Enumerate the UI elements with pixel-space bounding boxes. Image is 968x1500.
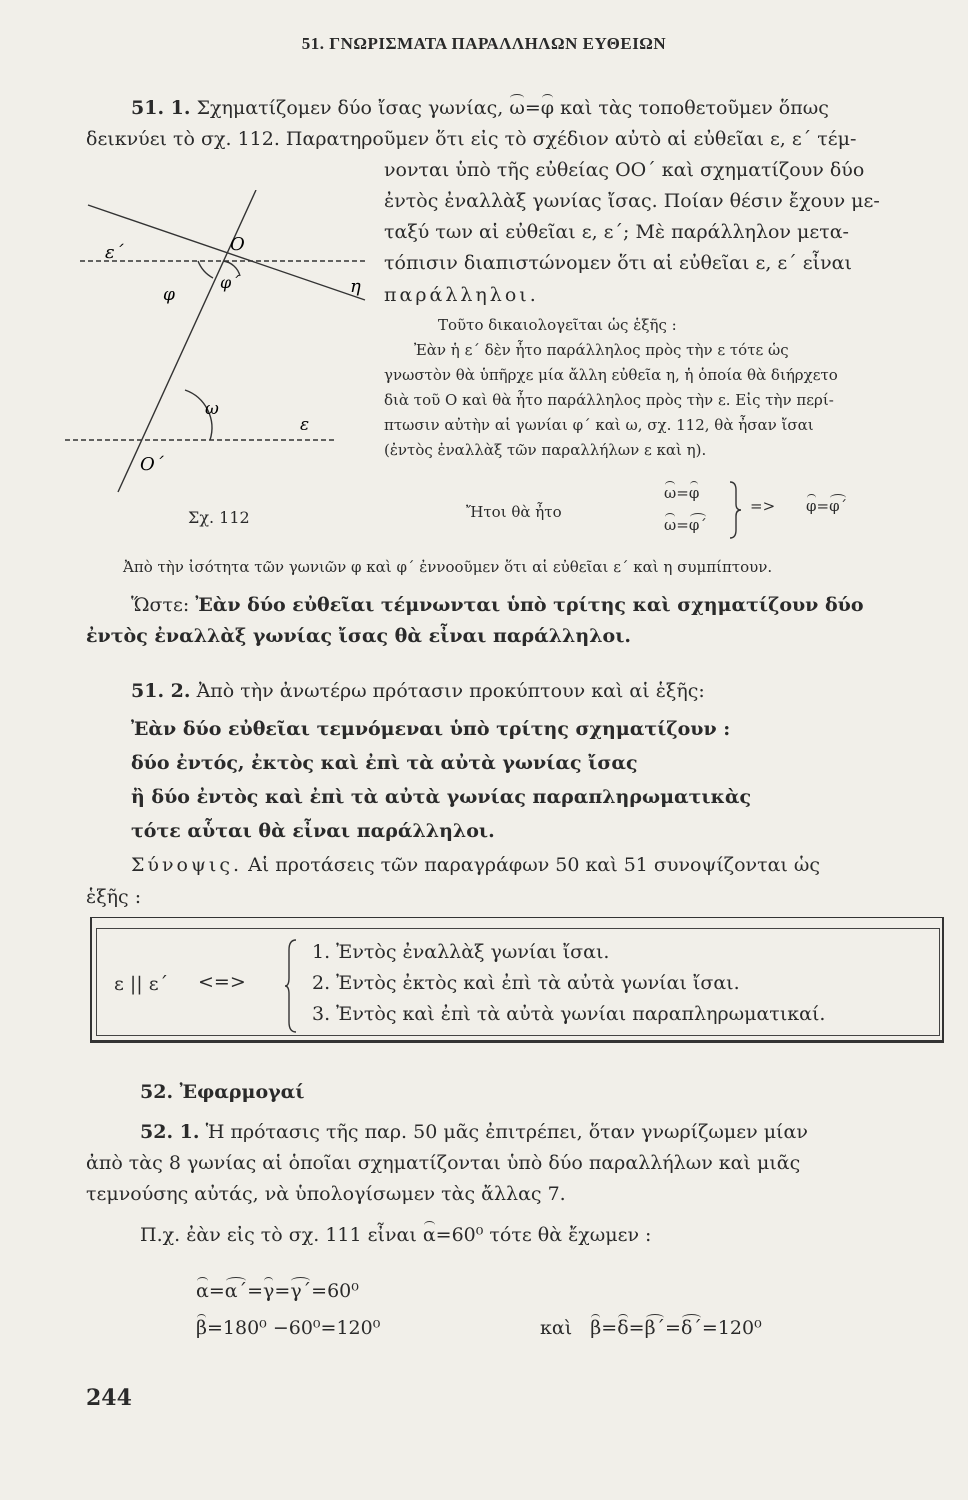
conclusion-line1 (131, 594, 864, 617)
summary-item-2: 2. Ἐντὸς ἐκτὸς καὶ ἐπὶ τὰ αὐτὰ γωνίαι ἴσαι. (312, 972, 740, 994)
s51-2-number: 51. 2. (131, 680, 191, 702)
synopsis-word: Σύνοψις. (131, 854, 243, 876)
eq-kai: καὶ (540, 1317, 573, 1339)
s51-1-line2: δεικνύει τὸ σχ. 112. Παρατηροῦμεν ὅτι εἰς τὸ σχέδιον αὐτὸ αἱ εὐθεῖαι ε, ε΄ τέμ- (86, 128, 857, 150)
proof-line2: Ἐὰν ἡ ε΄ δὲν ἦτο παράλληλος πρὸς τὴν ε τότε ὡς (414, 341, 789, 359)
angle-phi: φ (540, 97, 555, 119)
conclusion-line2: ἐντὸς ἐναλλὰξ γωνίας ἴσας θὰ εἶναι παράλληλοι. (86, 625, 631, 647)
result-left: φ (806, 497, 817, 515)
s51-1-number: 51. 1. (131, 97, 191, 119)
synopsis-line (131, 854, 820, 877)
example-line (140, 1224, 651, 1247)
summary-item-3: 3. Ἐντὸς καὶ ἐπὶ τὰ αὐτὰ γωνίαι παραπληρωματικαί. (312, 1003, 826, 1025)
equals-sign: = (524, 97, 541, 119)
s51-1-line4: ἐντὸς ἐναλλὰξ γωνίας ἴσας. Ποίαν θέσιν ἔχουν με- (384, 190, 880, 212)
eq2 (664, 516, 707, 534)
s51-1-line5: ταξύ των αἱ εὐθεῖαι ε, ε΄; Μὲ παράλληλον μετα- (384, 221, 849, 243)
summary-parallel: ε || ε΄ (114, 973, 169, 995)
proof-line3: γνωστὸν θὰ ὑπῆρχε μία ἄλλη εὐθεῖα η, ἡ ὁποία θὰ διήρχετο (384, 366, 838, 384)
s51-2-bold3: ἢ δύο ἐντὸς καὶ ἐπὶ τὰ αὐτὰ γωνίας παραπληρωματικὰς (131, 786, 752, 808)
equation-2 (196, 1317, 380, 1340)
page-number: 244 (86, 1385, 132, 1411)
s51-1-line3: νονται ὑπὸ τῆς εὐθείας ΟΟ΄ καὶ σχηματίζουν δύο (384, 159, 865, 181)
eq-alpha-prime: α΄ (224, 1280, 248, 1302)
label-omega: ω (205, 399, 219, 419)
s52-1-line1 (140, 1121, 808, 1144)
example-alpha: α (422, 1224, 436, 1246)
conclusion-text1: Ἐὰν δύο εὐθεῖαι τέμνωνται ὑπὸ τρίτης καὶ σχηματίζουν δύο (195, 594, 864, 616)
right-brace (728, 480, 742, 540)
label-eps-prime: ε΄ (105, 242, 124, 263)
label-O-prime: O΄ (140, 454, 164, 475)
example-text-a: Π.χ. ἐὰν εἰς τὸ σχ. 111 εἶναι (140, 1224, 417, 1246)
proof-line4: διὰ τοῦ Ο καὶ θὰ ἦτο παράλληλος πρὸς τὴν ε. Εἰς τὴν περί- (384, 391, 834, 409)
s51-2-bold4: τότε αὗται θὰ εἶναι παράλληλοι. (131, 820, 495, 842)
label-eta: η (350, 276, 361, 297)
eq-alpha: α (196, 1280, 209, 1302)
summary-item-1: 1. Ἐντὸς ἐναλλὰξ γωνίαι ἴσαι. (312, 941, 610, 963)
result-eq (806, 497, 847, 515)
equation-1: α=α΄=γ=γ΄=60⁰ (196, 1280, 359, 1302)
s51-1-line1-b: καὶ τὰς τοποθετοῦμεν ὅπως (560, 97, 829, 119)
implies-arrow: => (750, 497, 776, 515)
figure-112 (60, 190, 380, 500)
angle-omega: ω (509, 97, 525, 119)
equation-3: καὶ β=δ=β΄=δ΄=120⁰ (540, 1317, 762, 1339)
s51-1-line1 (131, 97, 829, 120)
eq2-left: ω (664, 516, 677, 534)
eq3-beta-prime: β΄ (644, 1317, 666, 1339)
synopsis-text: Αἱ προτάσεις τῶν παραγράφων 50 καὶ 51 συνοψίζονται ὡς (248, 854, 821, 876)
s52-1-line1-text: Ἡ πρότασις τῆς παρ. 50 μᾶς ἐπιτρέπει, ὅταν γνωρίζωμεν μίαν (205, 1121, 808, 1143)
s51-2-bold2: δύο ἐντός, ἐκτὸς καὶ ἐπὶ τὰ αὐτὰ γωνίας ἴσας (131, 752, 638, 774)
htoi-text: Ἤτοι θὰ ἦτο (466, 503, 562, 521)
eq-gamma: γ (263, 1280, 275, 1302)
synopsis-end: ἑξῆς : (86, 886, 142, 908)
label-eps: ε (300, 415, 310, 435)
s51-2-intro: Ἀπὸ τὴν ἀνωτέρω πρότασιν προκύπτουν καὶ αἱ ἑξῆς: (196, 680, 705, 702)
s52-1-line2: ἀπὸ τὰς 8 γωνίας αἱ ὁποῖαι σχηματίζονται ὑπὸ δύο παραλλήλων καὶ μιᾶς (86, 1152, 801, 1174)
s52-1-number: 52. 1. (140, 1121, 200, 1143)
s52-1-line3: τεμνούσης αὐτάς, νὰ ὑπολογίσωμεν τὰς ἄλλας 7. (86, 1183, 566, 1205)
example-text-b: =60⁰ τότε θὰ ἔχωμεν : (435, 1224, 652, 1246)
result-right: φ΄ (829, 497, 848, 515)
figure-caption: Σχ. 112 (188, 508, 250, 527)
eq-gamma-prime: γ΄ (290, 1280, 312, 1302)
eq2-right: φ΄ (688, 516, 707, 534)
eq3-delta: δ (617, 1317, 629, 1339)
result-sign: = (816, 497, 830, 515)
s51-1-line6: τόπισιν διαπιστώνομεν ὅτι αἱ εὐθεῖαι ε, ε΄ εἶναι (384, 252, 852, 274)
summary-left-brace (284, 938, 298, 1034)
conclusion-lead: Ὥστε: (131, 594, 190, 616)
eq1 (664, 484, 699, 502)
proof-line6: (ἐντὸς ἐναλλὰξ τῶν παραλλήλων ε καὶ η). (384, 441, 707, 459)
eq1-right: φ (688, 484, 700, 502)
eq1-tail: =60⁰ (311, 1280, 359, 1302)
eq3-tail: =120⁰ (701, 1317, 762, 1339)
s51-2-line1 (131, 680, 705, 703)
eq3-delta-prime: δ΄ (680, 1317, 702, 1339)
proof-line1: Τοῦτο δικαιολογεῖται ὡς ἑξῆς : (438, 316, 677, 334)
eq2-sign: = (676, 516, 689, 534)
eq2-middle: =180⁰ −60⁰=120⁰ (206, 1317, 381, 1339)
label-phi: φ (163, 285, 175, 305)
s51-1-line1-a: Σχηματίζομεν δύο ἴσας γωνίας, (196, 97, 504, 119)
label-O: O (230, 234, 245, 255)
eq1-sign: = (676, 484, 689, 502)
s51-2-bold1: Ἐὰν δύο εὐθεῖαι τεμνόμεναι ὑπὸ τρίτης σχηματίζουν : (131, 718, 731, 740)
summary-iff-arrow: <=> (198, 971, 246, 993)
eq3-beta: β (590, 1317, 602, 1339)
s51-1-line7: παράλληλοι. (384, 284, 539, 306)
eq-beta: β (196, 1317, 207, 1339)
page-title: 51. ΓΝΩΡΙΣΜΑΤΑ ΠΑΡΑΛΛΗΛΩΝ ΕΥΘΕΙΩΝ (301, 34, 667, 53)
eq1-left: ω (664, 484, 677, 502)
label-phi-prime: φ΄ (220, 273, 240, 292)
proof-line5: πτωσιν αὐτὴν αἱ γωνίαι φ΄ καὶ ω, σχ. 112, θὰ ἦσαν ἴσαι (384, 416, 814, 434)
s52-heading: 52. Ἐφαρμογαί (140, 1081, 305, 1103)
arc-phi (198, 261, 213, 278)
proof-line7: Ἀπὸ τὴν ἰσότητα τῶν γωνιῶν φ καὶ φ΄ ἐννοοῦμεν ὅτι αἱ εὐθεῖαι ε΄ καὶ η συμπίπτουν. (123, 558, 773, 576)
